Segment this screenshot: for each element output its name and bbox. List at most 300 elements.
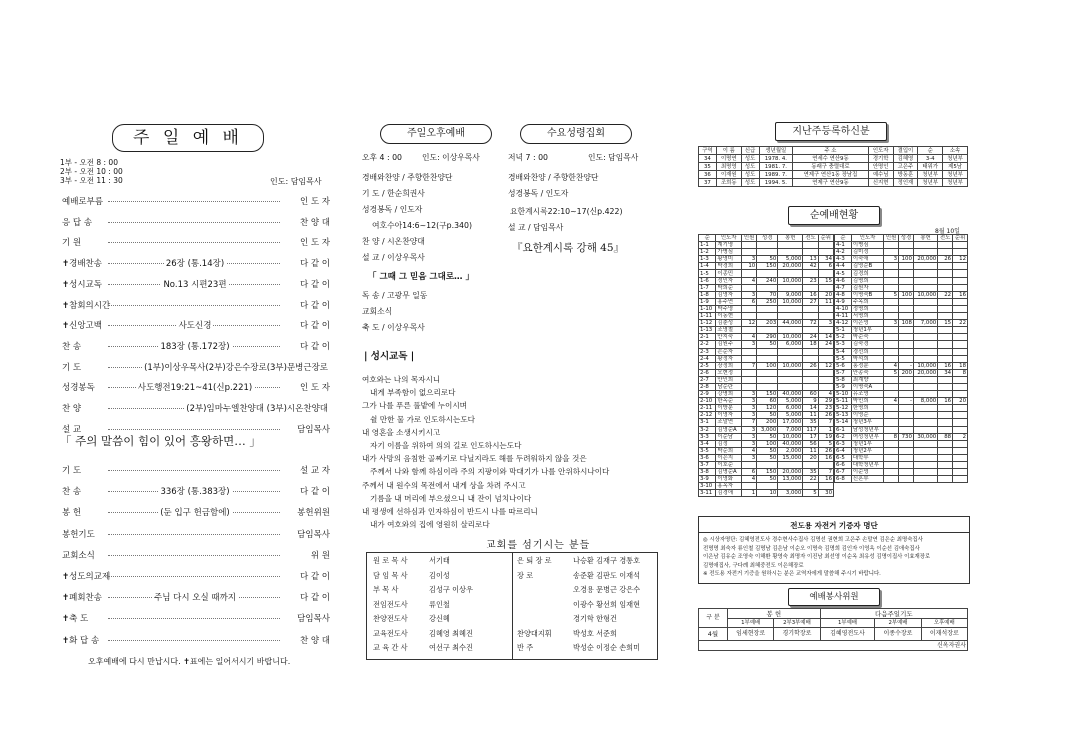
staff-names: 송준환 김판도 이재석 bbox=[573, 570, 641, 580]
staff-role: 반 주 bbox=[517, 643, 534, 652]
table-row bbox=[835, 348, 968, 355]
table-cell bbox=[884, 305, 899, 312]
table-cell: 250 bbox=[757, 298, 778, 305]
staff-box bbox=[366, 552, 658, 660]
table-cell bbox=[913, 348, 937, 355]
table-cell bbox=[757, 313, 778, 320]
table-cell: 7 bbox=[741, 362, 756, 369]
table-cell: 2-4 bbox=[699, 355, 716, 362]
psalm-line: 내가 여호와의 집에 영원히 살리로다 bbox=[370, 520, 490, 530]
table-cell bbox=[899, 341, 914, 348]
table-row bbox=[699, 426, 834, 433]
table-cell bbox=[741, 327, 756, 334]
table-cell: 최계향 bbox=[851, 376, 883, 383]
order-item-label: ✝성시교독 bbox=[62, 279, 102, 290]
table-cell: 이순남 bbox=[716, 433, 742, 440]
table-cell: 88 bbox=[938, 433, 953, 440]
table-cell bbox=[938, 277, 953, 284]
table-cell: 황영미 bbox=[716, 256, 742, 263]
table-cell: 4 bbox=[741, 447, 756, 454]
staff-role: 찬양대지휘 bbox=[517, 628, 552, 638]
table-row bbox=[699, 155, 968, 163]
table-cell: 10,000 bbox=[778, 298, 803, 305]
table-cell: 남순란 bbox=[716, 383, 742, 390]
table-cell: 1-8 bbox=[699, 291, 716, 298]
donation-line: ◎ 시상자명단: 김혜영전도사 경수현사수집사 김명선 권현희 고은주 손말연 김은순 최명숙집사 bbox=[703, 537, 923, 543]
table-cell: 1-12 bbox=[699, 320, 716, 327]
table-cell bbox=[913, 454, 937, 461]
attendance-date: 8월 10일 bbox=[935, 228, 960, 235]
table-cell bbox=[803, 348, 818, 355]
table-cell: 한명희 bbox=[851, 405, 883, 412]
table-cell: 3-5 bbox=[699, 447, 716, 454]
table-cell: 김영순A bbox=[716, 426, 742, 433]
table-cell: 4-8 bbox=[835, 291, 852, 298]
duty-value: 이재석장로 bbox=[921, 628, 967, 641]
table-cell: 연제구 연산9동 bbox=[793, 179, 869, 187]
order-row bbox=[60, 257, 330, 269]
table-cell bbox=[938, 383, 953, 390]
table-cell: 안명인 bbox=[868, 163, 893, 171]
table-cell: 20 bbox=[953, 398, 968, 405]
staff-names: 오경용 문병근 강은수 bbox=[573, 585, 641, 594]
table-cell bbox=[818, 462, 833, 469]
table-cell: 6,000 bbox=[778, 405, 803, 412]
table-cell: 동래구 충렬대로 bbox=[793, 163, 869, 171]
table-cell bbox=[778, 383, 803, 390]
duty-sub: 2부예배 bbox=[875, 619, 921, 628]
table-cell bbox=[953, 476, 968, 483]
dot-leader bbox=[108, 429, 280, 430]
table-row bbox=[699, 362, 834, 369]
order-item-detail: 183장 (통.172장) bbox=[160, 341, 230, 352]
table-cell bbox=[778, 376, 803, 383]
table-cell: 70 bbox=[757, 291, 778, 298]
table-row bbox=[699, 462, 834, 469]
table-cell bbox=[818, 369, 833, 376]
table-cell: 7,000 bbox=[913, 320, 937, 327]
table-cell: 이은영 bbox=[851, 320, 883, 327]
service-times bbox=[60, 158, 123, 185]
table-cell bbox=[913, 405, 937, 412]
header-cell: 인도자 bbox=[716, 235, 742, 242]
table-cell bbox=[778, 355, 803, 362]
table-cell bbox=[778, 369, 803, 376]
table-cell: 조희동 bbox=[716, 179, 741, 187]
table-cell: 남성청년부 bbox=[851, 426, 883, 433]
table-row bbox=[835, 433, 968, 440]
table-cell: 박순숙 bbox=[851, 334, 883, 341]
table-cell: 26 bbox=[818, 447, 833, 454]
table-cell bbox=[953, 355, 968, 362]
table-cell: 6-2 bbox=[835, 433, 852, 440]
order-item-person: 담임목사 bbox=[297, 424, 330, 435]
table-cell: 여성청년부 bbox=[851, 433, 883, 440]
table-cell bbox=[884, 469, 899, 476]
table-cell bbox=[884, 348, 899, 355]
order-row bbox=[60, 634, 330, 646]
table-cell: 이명숙B bbox=[851, 291, 883, 298]
table-row bbox=[699, 419, 834, 426]
table-row bbox=[835, 270, 968, 277]
table-cell bbox=[899, 305, 914, 312]
table-cell: 10,000 bbox=[913, 362, 937, 369]
table-cell: 조영철 bbox=[716, 327, 742, 334]
table-row bbox=[699, 298, 834, 305]
order-row bbox=[60, 549, 330, 561]
order-item-person: 담임목사 bbox=[297, 614, 330, 625]
table-cell: 김명순A bbox=[716, 469, 742, 476]
afternoon-line: 교회소식 bbox=[362, 307, 393, 316]
table-cell: 24 bbox=[818, 341, 833, 348]
table-cell bbox=[899, 249, 914, 256]
table-cell: 10,000 bbox=[778, 334, 803, 341]
table-cell: 2-10 bbox=[699, 398, 716, 405]
table-cell: 신지현 bbox=[868, 179, 893, 187]
order-item-label: ✝폐회찬송 bbox=[62, 593, 102, 604]
table-cell: 2-9 bbox=[699, 391, 716, 398]
table-cell: 16 bbox=[938, 362, 953, 369]
table-cell: 청년1부 bbox=[851, 327, 883, 334]
table-row bbox=[835, 327, 968, 334]
header-cell: 순위 bbox=[818, 235, 833, 242]
table-cell: 계기영 bbox=[716, 242, 742, 249]
table-row bbox=[699, 398, 834, 405]
table-cell: 박주영 bbox=[716, 305, 742, 312]
table-cell: 20 bbox=[818, 291, 833, 298]
table-cell: 2-6 bbox=[699, 369, 716, 376]
header-cell: 순 bbox=[835, 235, 852, 242]
table-cell: 50 bbox=[757, 412, 778, 419]
table-cell: 청년1부 bbox=[851, 440, 883, 447]
staff-names: 김성구 이상우 bbox=[429, 585, 473, 594]
table-cell: 1-9 bbox=[699, 298, 716, 305]
table-cell: 1978. 4. bbox=[759, 155, 793, 163]
table-cell bbox=[938, 376, 953, 383]
table-row bbox=[835, 398, 968, 405]
table-cell: 3 bbox=[741, 341, 756, 348]
table-cell: 4 bbox=[741, 476, 756, 483]
dot-leader bbox=[108, 618, 280, 619]
table-cell bbox=[778, 327, 803, 334]
table-row bbox=[699, 433, 834, 440]
table-cell: 16 bbox=[938, 398, 953, 405]
table-row bbox=[699, 249, 834, 256]
table-row bbox=[835, 305, 968, 312]
table-cell bbox=[938, 440, 953, 447]
table-cell: 35 bbox=[803, 419, 818, 426]
table-cell: 72 bbox=[803, 320, 818, 327]
wednesday-sermon: 『요한계시록 강해 45』 bbox=[512, 242, 625, 254]
table-cell bbox=[938, 391, 953, 398]
table-cell bbox=[884, 440, 899, 447]
table-cell bbox=[803, 270, 818, 277]
table-row bbox=[835, 263, 968, 270]
staff-role: 부 목 사 bbox=[373, 585, 399, 594]
table-cell: 3 bbox=[741, 405, 756, 412]
table-cell: 7 bbox=[818, 469, 833, 476]
table-cell: 5 bbox=[803, 490, 818, 497]
table-cell bbox=[938, 469, 953, 476]
duty-sub: 1부예배 bbox=[820, 619, 875, 628]
table-row bbox=[699, 305, 834, 312]
donation-box bbox=[698, 516, 970, 584]
table-cell: 2,000 bbox=[778, 447, 803, 454]
table-cell bbox=[938, 476, 953, 483]
table-cell bbox=[899, 447, 914, 454]
order-row bbox=[60, 506, 330, 518]
table-cell bbox=[884, 405, 899, 412]
table-cell: - bbox=[899, 362, 914, 369]
table-cell: 6-5 bbox=[835, 454, 852, 461]
table-row bbox=[699, 476, 834, 483]
table-cell: 1-3 bbox=[699, 256, 716, 263]
table-cell bbox=[953, 376, 968, 383]
staff-role: 찬양전도사 bbox=[373, 614, 408, 623]
wednesday-time: 저녁 7 : 00 bbox=[508, 153, 549, 162]
order-item-detail: 26장 (통.14장) bbox=[165, 259, 225, 270]
afternoon-sermon: 「 그때 그 믿음 그대로… 」 bbox=[368, 272, 474, 282]
table-row bbox=[699, 355, 834, 362]
table-cell: 11 bbox=[803, 412, 818, 419]
table-cell bbox=[953, 462, 968, 469]
table-cell bbox=[953, 447, 968, 454]
table-cell: 이병심 bbox=[851, 242, 883, 249]
table-row bbox=[699, 163, 968, 171]
table-cell: 50 bbox=[757, 256, 778, 263]
table-cell: 3-8 bbox=[699, 469, 716, 476]
table-cell bbox=[884, 419, 899, 426]
table-cell: 6 bbox=[741, 469, 756, 476]
afternoon-time: 오후 4 : 00 bbox=[362, 153, 403, 162]
main-worship-title: 주 일 예 배 bbox=[112, 124, 264, 152]
table-cell bbox=[938, 284, 953, 291]
table-cell bbox=[884, 476, 899, 483]
table-cell: 20,000 bbox=[913, 369, 937, 376]
table-cell bbox=[884, 313, 899, 320]
table-cell: 120 bbox=[757, 405, 778, 412]
table-cell: 4-5 bbox=[835, 270, 852, 277]
table-cell: 10,000 bbox=[778, 433, 803, 440]
table-cell: 42 bbox=[803, 263, 818, 270]
table-cell: 장정희 bbox=[716, 362, 742, 369]
table-cell bbox=[953, 419, 968, 426]
table-cell: 6-4 bbox=[835, 447, 852, 454]
table-cell bbox=[953, 440, 968, 447]
table-cell: 8 bbox=[884, 433, 899, 440]
wednesday-line: 경배와찬양 / 주향한찬양단 bbox=[508, 173, 599, 182]
duty-sub: 오후예배 bbox=[921, 619, 967, 628]
table-cell: 연세수 연산9동 bbox=[793, 155, 869, 163]
table-cell: 홍주연 bbox=[716, 298, 742, 305]
table-cell: 2-3 bbox=[699, 348, 716, 355]
order-item-label: 기 원 bbox=[62, 238, 82, 249]
table-cell: 100 bbox=[757, 362, 778, 369]
duty-value: 임세현장로 bbox=[728, 628, 774, 641]
table-cell bbox=[899, 242, 914, 249]
table-cell bbox=[757, 483, 778, 490]
table-cell bbox=[899, 284, 914, 291]
table-cell: 36 bbox=[699, 171, 717, 179]
psalm-line: 여호와는 나의 목자시니 bbox=[362, 375, 441, 384]
staff-role: 원 로 목 사 bbox=[373, 556, 408, 565]
order-row bbox=[60, 485, 330, 497]
table-cell: 유조영 bbox=[851, 391, 883, 398]
table-cell: 100 bbox=[899, 256, 914, 263]
psalm-line: 내가 사망의 음침한 골짜기로 다닐지라도 해를 두려워하지 않을 것은 bbox=[362, 454, 587, 464]
table-cell: 50 bbox=[757, 433, 778, 440]
afternoon-line: 성경봉독 / 인도자 bbox=[362, 205, 423, 214]
table-cell: 이명연 bbox=[716, 155, 741, 163]
header-cell: 전도 bbox=[803, 235, 818, 242]
table-cell bbox=[899, 263, 914, 270]
closing-note: 오후예배에 다시 만납시다. ✝표에는 일어서시기 바랍니다. bbox=[88, 657, 291, 666]
table-cell: 5-4 bbox=[835, 348, 852, 355]
psalm-line: 내 영혼을 소생시키시고 bbox=[362, 427, 441, 437]
header-cell: 성경 bbox=[757, 235, 778, 242]
table-cell: 12 bbox=[953, 256, 968, 263]
table-cell: 3 bbox=[741, 454, 756, 461]
table-cell: 5-2 bbox=[835, 334, 852, 341]
table-cell bbox=[938, 263, 953, 270]
table-cell: 이재원 bbox=[716, 171, 741, 179]
table-cell: 40,000 bbox=[778, 391, 803, 398]
service-time: 2부 - 오전 10 : 00 bbox=[60, 167, 123, 176]
table-cell bbox=[938, 298, 953, 305]
table-cell: 4 bbox=[884, 362, 899, 369]
table-cell: 3 bbox=[818, 320, 833, 327]
order-item-person: 담임목사 bbox=[297, 529, 330, 540]
table-cell: 3,000 bbox=[778, 490, 803, 497]
order-item-label: 설 교 bbox=[62, 424, 82, 435]
table-cell bbox=[884, 412, 899, 419]
table-cell: 34 bbox=[938, 369, 953, 376]
table-cell: 5-14 bbox=[835, 419, 852, 426]
order-item-person: 다 같 이 bbox=[299, 259, 330, 270]
table-cell bbox=[953, 405, 968, 412]
table-cell: 김영순B bbox=[851, 263, 883, 270]
table-cell bbox=[913, 447, 937, 454]
table-cell: 6,000 bbox=[778, 341, 803, 348]
order-item-label: 예배로부름 bbox=[62, 197, 104, 207]
table-cell bbox=[803, 355, 818, 362]
afternoon-line: 경배와찬양 / 주향한찬양단 bbox=[362, 173, 453, 182]
table-cell: 1-7 bbox=[699, 284, 716, 291]
order-item-person: 다 같 이 bbox=[299, 572, 330, 582]
table-row bbox=[699, 341, 834, 348]
table-cell: 15 bbox=[818, 277, 833, 284]
table-row bbox=[699, 179, 968, 187]
table-cell: 4-3 bbox=[835, 256, 852, 263]
table-cell: 5,000 bbox=[778, 412, 803, 419]
table-row bbox=[835, 419, 968, 426]
table-row bbox=[835, 291, 968, 298]
order-item-detail: 사도행전19:21~41(신p.221) bbox=[137, 383, 253, 394]
table-cell: 3-11 bbox=[699, 490, 716, 497]
table-cell bbox=[803, 327, 818, 334]
table-cell: 1989. 7. bbox=[759, 171, 793, 179]
order-row bbox=[60, 570, 330, 582]
table-row bbox=[835, 334, 968, 341]
dot-leader bbox=[108, 222, 280, 223]
table-cell: 2-7 bbox=[699, 376, 716, 383]
attendance-table-right bbox=[834, 234, 968, 483]
table-row bbox=[699, 327, 834, 334]
table-cell bbox=[884, 447, 899, 454]
duty-head: 봉 헌 bbox=[728, 609, 821, 619]
table-cell bbox=[884, 284, 899, 291]
table-cell: 김숙경 bbox=[851, 341, 883, 348]
table-row bbox=[699, 383, 834, 390]
table-cell bbox=[741, 313, 756, 320]
table-cell bbox=[953, 426, 968, 433]
table-cell bbox=[757, 462, 778, 469]
order-item-label: ✝화 답 송 bbox=[62, 635, 100, 646]
table-cell: 강명희 bbox=[716, 391, 742, 398]
table-cell: 8 bbox=[953, 369, 968, 376]
table-cell: 3,000 bbox=[757, 426, 778, 433]
table-cell bbox=[913, 242, 937, 249]
table-row bbox=[835, 405, 968, 412]
table-cell: 4-6 bbox=[835, 277, 852, 284]
order-row bbox=[60, 464, 330, 476]
table-cell: 1-6 bbox=[699, 277, 716, 284]
order-item-detail: (2부)임마누엘찬양대 (3부)시온찬양대 bbox=[186, 404, 328, 414]
table-cell bbox=[953, 242, 968, 249]
table-cell bbox=[818, 313, 833, 320]
table-cell: 20,000 bbox=[913, 256, 937, 263]
table-cell: 이은지 bbox=[716, 454, 742, 461]
table-cell bbox=[757, 327, 778, 334]
table-cell: 23 bbox=[803, 277, 818, 284]
dot-leader bbox=[108, 555, 280, 556]
table-cell: 3 bbox=[741, 440, 756, 447]
table-cell bbox=[938, 447, 953, 454]
table-cell: 김경희 bbox=[851, 270, 883, 277]
table-cell: 16 bbox=[953, 291, 968, 298]
order-item-label: ✝참회의시간 bbox=[62, 300, 111, 311]
table-cell: 20,000 bbox=[778, 469, 803, 476]
table-cell: 5-6 bbox=[835, 362, 852, 369]
table-cell: 50 bbox=[757, 341, 778, 348]
table-cell bbox=[938, 412, 953, 419]
table-row bbox=[835, 242, 968, 249]
donation-line: 전명명 최숙자 류인철 김명남 김은남 이순오 이명숙 김명희 김인자 이영옥 이순선 김애숙집사 bbox=[703, 545, 920, 552]
afternoon-line: 찬 양 / 시온찬양대 bbox=[362, 237, 425, 246]
order-item-detail: (1부)이상우목사(2부)강은수장로(3부)문병근장로 bbox=[144, 362, 328, 373]
staff-names: 류인철 bbox=[429, 599, 450, 609]
table-cell bbox=[803, 462, 818, 469]
table-cell bbox=[913, 263, 937, 270]
table-cell: 청년2부 bbox=[851, 447, 883, 454]
table-cell: 27 bbox=[803, 298, 818, 305]
table-cell: 117 bbox=[803, 426, 818, 433]
table-cell bbox=[757, 249, 778, 256]
table-cell bbox=[938, 426, 953, 433]
header-cell: 순 bbox=[699, 235, 716, 242]
table-cell bbox=[938, 405, 953, 412]
table-cell: 150 bbox=[757, 469, 778, 476]
table-row bbox=[699, 284, 834, 291]
table-cell: 15 bbox=[938, 320, 953, 327]
table-row bbox=[699, 369, 834, 376]
table-cell: 18 bbox=[803, 341, 818, 348]
table-cell: 3 bbox=[741, 426, 756, 433]
table-row bbox=[835, 369, 968, 376]
table-cell: 최명영 bbox=[716, 163, 741, 171]
table-cell bbox=[884, 462, 899, 469]
table-cell: 이종민 bbox=[716, 270, 742, 277]
